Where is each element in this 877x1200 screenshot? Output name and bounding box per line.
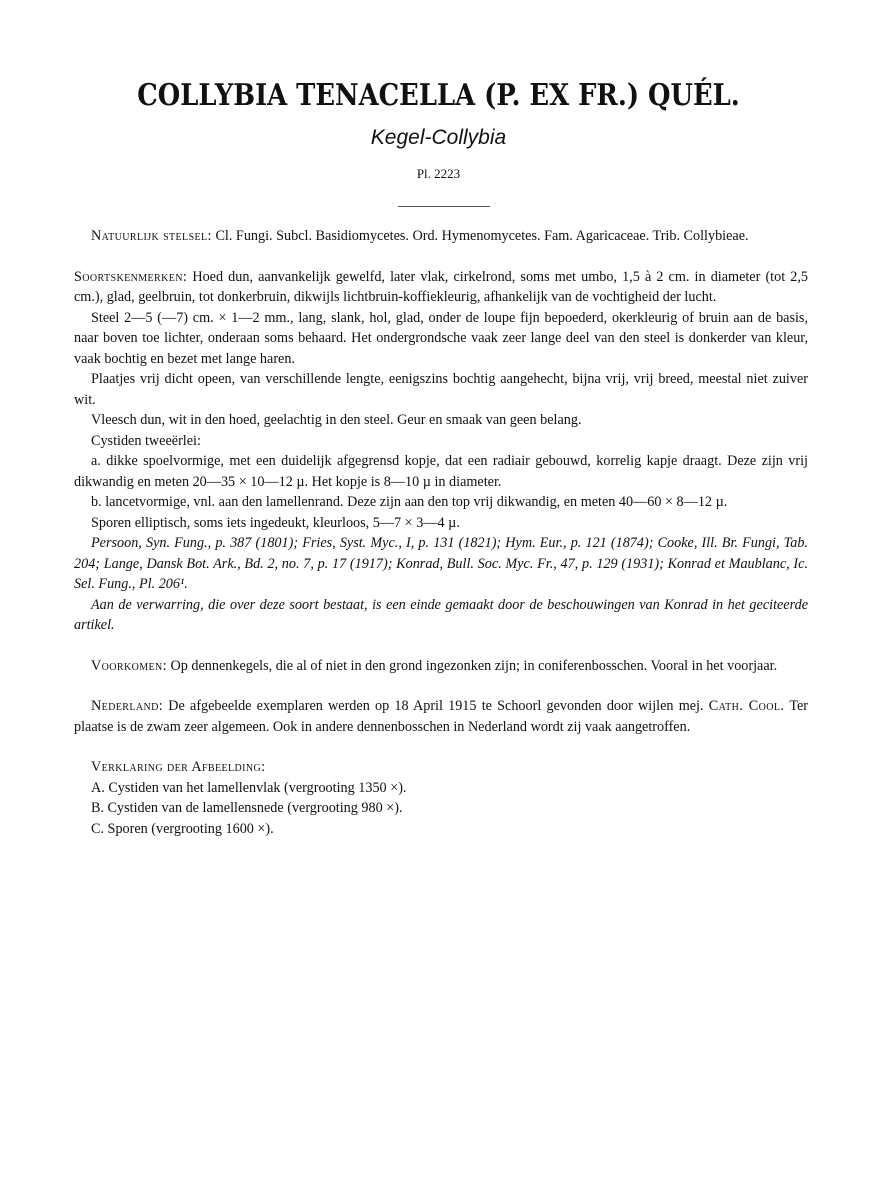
cystiden-a-paragraph: a. dikke spoelvormige, met een duidelijk afgegrensd kopje, dat een radiair gebouwd, korrelig kapje draagt. Deze zijn vrij dikwandig en meten 20—35 × 10—12 µ. Het kopje is 8—10 µ in diameter.	[74, 453, 808, 490]
voorkomen	[74, 656, 808, 677]
common-name: Kegel-Collybia	[370, 126, 507, 149]
verklaring-item-b: B. Cystiden van de lamellensnede (vergrooting 980 ×).	[91, 800, 403, 816]
cystiden-b-paragraph: b. lancetvormige, vnl. aan den lamellenrand. Deze zijn aan den top vrij dikwandig, en meten 40—60 × 8—12 µ.	[91, 494, 728, 510]
divider	[398, 206, 490, 207]
natuurlijk-stelsel-label: Natuurlijk stelsel:	[91, 228, 212, 244]
verklaring-label: Verklaring der Afbeelding:	[91, 759, 266, 775]
verklaring	[74, 757, 808, 839]
plaatjes-paragraph: Plaatjes vrij dicht opeen, van verschillende lengte, eenigszins bochtig aangehecht, bijna vrij, vrij breed, meestal niet zuiver wit.	[74, 371, 808, 408]
soortskenmerken-label: Soortskenmerken:	[74, 268, 188, 285]
verklaring-item-c: C. Sporen (vergrooting 1600 ×).	[91, 820, 274, 837]
species-title: COLLYBIA TENACELLA (P. EX FR.) QUÉL.	[137, 78, 740, 113]
voorkomen-text: Op dennenkegels, die al of niet in den grond ingezonken zijn; in coniferenbosschen. Vooral in het voorjaar.	[170, 657, 778, 674]
nederland-label: Nederland:	[91, 698, 164, 714]
plate-number: Pl. 2223	[416, 166, 461, 181]
steel-paragraph: Steel 2—5 (—7) cm. × 1—2 mm., lang, slank, hol, glad, onder de loupe fijn bepoederd, okerkleurig of bruin aan de basis, naar boven toe lichter, onderaan soms behaard. Het ondergrondsche vaak zeer lange deel van den steel is donkerder van kleur, vaak bochtig en bezet met lange haren.	[74, 309, 808, 367]
natuurlijk-stelsel	[74, 226, 808, 247]
soortskenmerken	[74, 267, 808, 308]
references-paragraph: Persoon, Syn. Fung., p. 387 (1801); Fries, Syst. Myc., I, p. 131 (1821); Hym. Eur., p. 121 (1874); Cooke, Ill. Br. Fungi, Tab. 204; Lange, Dansk Bot. Ark., Bd. 2, no. 7, p. 17 (1917); Konrad, Bull. Soc. Myc. Fr., 47, p. 129 (1931); Konrad et Maublanc, Ic. Sel. Fung., Pl. 206¹.	[74, 535, 808, 592]
soortskenmerken-text: Hoed dun, aanvankelijk gewelfd, later vlak, cirkelrond, soms met umbo, 1,5 à 2 cm. in diameter (tot 2,5 cm.), glad, geelbruin, tot donkerbruin, dikwijls lichtbruin-koffiekleurig, afhankelijk van de vochtigheid der lucht.	[74, 268, 808, 305]
voorkomen-label: Voorkomen:	[91, 657, 167, 674]
nederland	[74, 696, 808, 737]
description-body	[74, 226, 808, 839]
nederland-text-before: De afgebeelde exemplaren werden op 18 April 1915 te Schoorl gevonden door wijlen mej.	[168, 698, 704, 714]
nederland-person: Cath. Cool.	[708, 698, 785, 714]
sporen-paragraph: Sporen elliptisch, soms iets ingedeukt, kleurloos, 5—7 × 3—4 µ.	[91, 514, 460, 531]
vleesch-paragraph: Vleesch dun, wit in den hoed, geelachtig in den steel. Geur en smaak van geen belang.	[91, 412, 582, 428]
nederland-text-after: Ter plaatse is de zwam zeer algemeen. Ook in andere dennenbosschen in Nederland wordt zij vaak aangetroffen.	[74, 698, 809, 735]
verwarring-paragraph: Aan de verwarring, die over deze soort bestaat, is een einde gemaakt door de beschouwingen van Konrad in het geciteerde artikel.	[74, 596, 808, 633]
cystiden-paragraph: Cystiden tweeërlei:	[91, 432, 201, 449]
verklaring-item-a: A. Cystiden van het lamellenvlak (vergrooting 1350 ×).	[91, 779, 407, 796]
natuurlijk-stelsel-text: Cl. Fungi. Subcl. Basidiomycetes. Ord. Hymenomycetes. Fam. Agaricaceae. Trib. Collybieae.	[215, 228, 749, 244]
